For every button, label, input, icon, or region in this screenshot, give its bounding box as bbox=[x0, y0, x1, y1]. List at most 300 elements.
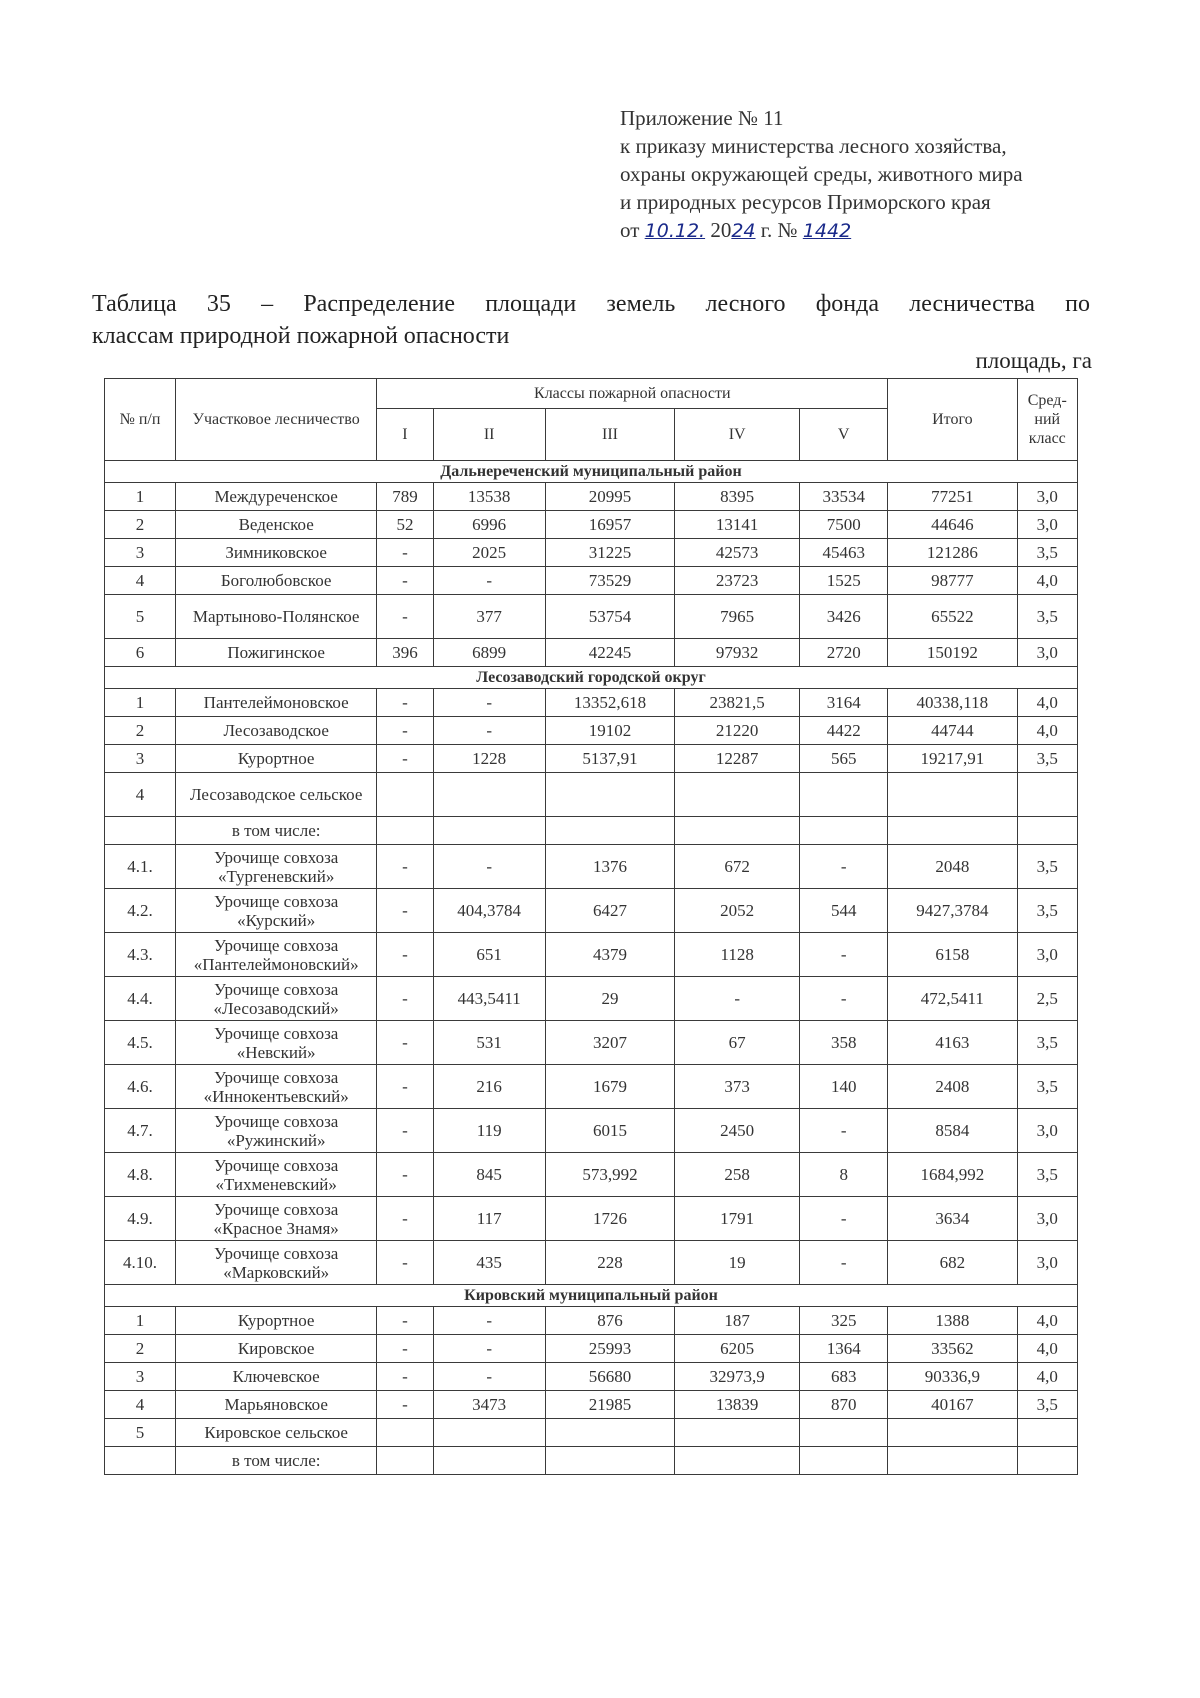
class-5-area: 45463 bbox=[800, 539, 888, 567]
average-class: 4,0 bbox=[1017, 717, 1077, 745]
forestry-name: Лесозаводское bbox=[176, 717, 377, 745]
class-4-area: - bbox=[675, 977, 800, 1021]
header-class-iii: III bbox=[545, 409, 674, 461]
average-class: 4,0 bbox=[1017, 1335, 1077, 1363]
class-2-area: 6996 bbox=[433, 511, 545, 539]
fire-hazard-table bbox=[104, 378, 1078, 1475]
class-2-area: - bbox=[433, 689, 545, 717]
total-area: 40338,118 bbox=[888, 689, 1017, 717]
forestry-name: в том числе: bbox=[176, 1447, 377, 1475]
class-3-area bbox=[545, 773, 674, 817]
class-5-area: - bbox=[800, 1109, 888, 1153]
total-area: 77251 bbox=[888, 483, 1017, 511]
total-area: 44744 bbox=[888, 717, 1017, 745]
total-area: 150192 bbox=[888, 639, 1017, 667]
total-area: 44646 bbox=[888, 511, 1017, 539]
row-number: 4.1. bbox=[105, 845, 176, 889]
class-2-area: - bbox=[433, 1335, 545, 1363]
forestry-name: Урочище совхоза «Курский» bbox=[176, 889, 377, 933]
class-2-area: 443,5411 bbox=[433, 977, 545, 1021]
class-4-area: 1791 bbox=[675, 1197, 800, 1241]
class-1-area: - bbox=[377, 1363, 433, 1391]
class-1-area: - bbox=[377, 1335, 433, 1363]
class-4-area: 97932 bbox=[675, 639, 800, 667]
row-number: 2 bbox=[105, 1335, 176, 1363]
row-number: 4.8. bbox=[105, 1153, 176, 1197]
class-4-area: 67 bbox=[675, 1021, 800, 1065]
table-row bbox=[105, 1241, 1078, 1285]
total-area: 4163 bbox=[888, 1021, 1017, 1065]
class-2-area: 6899 bbox=[433, 639, 545, 667]
class-3-area bbox=[545, 1447, 674, 1475]
forestry-name: Урочище совхоза «Ружинский» bbox=[176, 1109, 377, 1153]
class-3-area: 6427 bbox=[545, 889, 674, 933]
class-5-area: 7500 bbox=[800, 511, 888, 539]
class-4-area: 21220 bbox=[675, 717, 800, 745]
table-row bbox=[105, 539, 1078, 567]
class-4-area: 32973,9 bbox=[675, 1363, 800, 1391]
average-class: 3,5 bbox=[1017, 1391, 1077, 1419]
forestry-name: Ключевское bbox=[176, 1363, 377, 1391]
class-1-area: - bbox=[377, 567, 433, 595]
class-4-area: 1128 bbox=[675, 933, 800, 977]
forestry-name: Урочище совхоза «Красное Знамя» bbox=[176, 1197, 377, 1241]
forestry-name: Кировское bbox=[176, 1335, 377, 1363]
total-area bbox=[888, 1419, 1017, 1447]
class-5-area: 870 bbox=[800, 1391, 888, 1419]
class-2-area: 435 bbox=[433, 1241, 545, 1285]
average-class bbox=[1017, 773, 1077, 817]
average-class: 3,0 bbox=[1017, 1241, 1077, 1285]
table-row bbox=[105, 817, 1078, 845]
class-1-area bbox=[377, 773, 433, 817]
average-class: 4,0 bbox=[1017, 1363, 1077, 1391]
class-1-area: - bbox=[377, 595, 433, 639]
average-class bbox=[1017, 1419, 1077, 1447]
class-5-area: 544 bbox=[800, 889, 888, 933]
class-4-area: 19 bbox=[675, 1241, 800, 1285]
forestry-name: Лесозаводское сельское bbox=[176, 773, 377, 817]
row-number: 6 bbox=[105, 639, 176, 667]
forestry-name: Урочище совхоза «Невский» bbox=[176, 1021, 377, 1065]
handwritten-date: 10.12. bbox=[644, 220, 706, 242]
table-row bbox=[105, 1335, 1078, 1363]
section-title: Лесозаводский городской округ bbox=[105, 667, 1078, 689]
row-number: 4.6. bbox=[105, 1065, 176, 1109]
class-5-area: 358 bbox=[800, 1021, 888, 1065]
total-area: 90336,9 bbox=[888, 1363, 1017, 1391]
class-4-area: 2450 bbox=[675, 1109, 800, 1153]
total-area: 2408 bbox=[888, 1065, 1017, 1109]
row-number: 4.2. bbox=[105, 889, 176, 933]
forestry-name: Боголюбовское bbox=[176, 567, 377, 595]
table-row bbox=[105, 1109, 1078, 1153]
class-3-area: 25993 bbox=[545, 1335, 674, 1363]
average-class: 3,5 bbox=[1017, 539, 1077, 567]
appendix-block bbox=[620, 104, 1023, 245]
row-number: 1 bbox=[105, 1307, 176, 1335]
class-3-area bbox=[545, 817, 674, 845]
header-num: № п/п bbox=[105, 379, 176, 461]
header-class-v: V bbox=[800, 409, 888, 461]
total-area bbox=[888, 773, 1017, 817]
class-1-area: - bbox=[377, 977, 433, 1021]
class-3-area: 73529 bbox=[545, 567, 674, 595]
table-row bbox=[105, 977, 1078, 1021]
row-number: 2 bbox=[105, 511, 176, 539]
total-area: 6158 bbox=[888, 933, 1017, 977]
average-class: 3,5 bbox=[1017, 1065, 1077, 1109]
total-area: 1388 bbox=[888, 1307, 1017, 1335]
class-3-area: 228 bbox=[545, 1241, 674, 1285]
header-forestry: Участковое лесничество bbox=[176, 379, 377, 461]
class-4-area bbox=[675, 1419, 800, 1447]
handwritten-year: 24 bbox=[731, 220, 756, 242]
class-3-area: 42245 bbox=[545, 639, 674, 667]
class-5-area: - bbox=[800, 845, 888, 889]
row-number: 1 bbox=[105, 483, 176, 511]
average-class: 4,0 bbox=[1017, 1307, 1077, 1335]
class-4-area: 6205 bbox=[675, 1335, 800, 1363]
class-5-area bbox=[800, 817, 888, 845]
row-number: 4 bbox=[105, 1391, 176, 1419]
table-row bbox=[105, 511, 1078, 539]
year-prefix: 20 bbox=[710, 218, 732, 242]
forestry-name: Марьяновское bbox=[176, 1391, 377, 1419]
class-3-area: 1376 bbox=[545, 845, 674, 889]
caption-line-1: Таблица 35 – Распределение площади земель лесного фонда лесничества по bbox=[92, 291, 1090, 317]
table-row bbox=[105, 1021, 1078, 1065]
class-5-area bbox=[800, 1447, 888, 1475]
row-number: 4.9. bbox=[105, 1197, 176, 1241]
table-row bbox=[105, 1391, 1078, 1419]
class-3-area: 19102 bbox=[545, 717, 674, 745]
class-1-area: - bbox=[377, 539, 433, 567]
class-1-area: - bbox=[377, 845, 433, 889]
table-caption bbox=[92, 288, 1090, 352]
handwritten-number: 1442 bbox=[802, 220, 852, 242]
class-2-area: 3473 bbox=[433, 1391, 545, 1419]
class-2-area: 119 bbox=[433, 1109, 545, 1153]
table-row bbox=[105, 595, 1078, 639]
forestry-name: Урочище совхоза «Тургеневский» bbox=[176, 845, 377, 889]
class-1-area: - bbox=[377, 689, 433, 717]
average-class: 3,0 bbox=[1017, 1197, 1077, 1241]
class-3-area: 56680 bbox=[545, 1363, 674, 1391]
class-1-area: - bbox=[377, 933, 433, 977]
class-2-area: 404,3784 bbox=[433, 889, 545, 933]
row-number bbox=[105, 817, 176, 845]
class-4-area: 13839 bbox=[675, 1391, 800, 1419]
class-2-area: - bbox=[433, 1307, 545, 1335]
class-1-area bbox=[377, 1419, 433, 1447]
table-row bbox=[105, 1363, 1078, 1391]
class-2-area: - bbox=[433, 845, 545, 889]
class-4-area: 12287 bbox=[675, 745, 800, 773]
class-1-area: - bbox=[377, 1065, 433, 1109]
class-2-area: 13538 bbox=[433, 483, 545, 511]
unit-label: площадь, га bbox=[975, 348, 1092, 373]
class-4-area: 7965 bbox=[675, 595, 800, 639]
class-4-area: 672 bbox=[675, 845, 800, 889]
class-3-area: 5137,91 bbox=[545, 745, 674, 773]
class-5-area: 33534 bbox=[800, 483, 888, 511]
class-2-area bbox=[433, 817, 545, 845]
average-class: 3,5 bbox=[1017, 1021, 1077, 1065]
forestry-name: Мартыново-Полянское bbox=[176, 595, 377, 639]
table-row bbox=[105, 1447, 1078, 1475]
class-5-area: 565 bbox=[800, 745, 888, 773]
appendix-line: охраны окружающей среды, животного мира bbox=[620, 162, 1023, 186]
class-5-area: 683 bbox=[800, 1363, 888, 1391]
header-avg: Сред-ний класс bbox=[1017, 379, 1077, 461]
class-3-area: 876 bbox=[545, 1307, 674, 1335]
header-class-iv: IV bbox=[675, 409, 800, 461]
average-class: 3,0 bbox=[1017, 639, 1077, 667]
total-area: 40167 bbox=[888, 1391, 1017, 1419]
forestry-name: Урочище совхоза «Тихменевский» bbox=[176, 1153, 377, 1197]
class-3-area: 1726 bbox=[545, 1197, 674, 1241]
class-4-area bbox=[675, 1447, 800, 1475]
class-4-area: 258 bbox=[675, 1153, 800, 1197]
row-number: 5 bbox=[105, 1419, 176, 1447]
total-area bbox=[888, 1447, 1017, 1475]
class-4-area: 2052 bbox=[675, 889, 800, 933]
class-1-area: - bbox=[377, 1307, 433, 1335]
table-row bbox=[105, 1197, 1078, 1241]
forestry-name: Веденское bbox=[176, 511, 377, 539]
total-area bbox=[888, 817, 1017, 845]
average-class: 3,5 bbox=[1017, 595, 1077, 639]
date-prefix: от bbox=[620, 218, 640, 242]
class-3-area: 3207 bbox=[545, 1021, 674, 1065]
row-number: 4 bbox=[105, 567, 176, 595]
average-class bbox=[1017, 817, 1077, 845]
class-3-area: 13352,618 bbox=[545, 689, 674, 717]
class-5-area: 1525 bbox=[800, 567, 888, 595]
class-5-area: 2720 bbox=[800, 639, 888, 667]
table-row bbox=[105, 1065, 1078, 1109]
class-3-area bbox=[545, 1419, 674, 1447]
table-row bbox=[105, 689, 1078, 717]
class-2-area: 651 bbox=[433, 933, 545, 977]
class-4-area bbox=[675, 817, 800, 845]
class-1-area: 52 bbox=[377, 511, 433, 539]
class-2-area: 845 bbox=[433, 1153, 545, 1197]
table-row bbox=[105, 567, 1078, 595]
average-class: 2,5 bbox=[1017, 977, 1077, 1021]
class-2-area: - bbox=[433, 717, 545, 745]
row-number: 4 bbox=[105, 773, 176, 817]
class-2-area: 117 bbox=[433, 1197, 545, 1241]
class-5-area: 8 bbox=[800, 1153, 888, 1197]
total-area: 2048 bbox=[888, 845, 1017, 889]
forestry-name: Урочище совхоза «Марковский» bbox=[176, 1241, 377, 1285]
forestry-name: Курортное bbox=[176, 745, 377, 773]
forestry-name: Пожигинское bbox=[176, 639, 377, 667]
class-2-area: - bbox=[433, 567, 545, 595]
average-class: 3,0 bbox=[1017, 933, 1077, 977]
forestry-name: Урочище совхоза «Лесозаводский» bbox=[176, 977, 377, 1021]
class-1-area: 789 bbox=[377, 483, 433, 511]
class-2-area: - bbox=[433, 1363, 545, 1391]
row-number: 4.5. bbox=[105, 1021, 176, 1065]
class-3-area: 16957 bbox=[545, 511, 674, 539]
class-1-area: - bbox=[377, 1109, 433, 1153]
total-area: 19217,91 bbox=[888, 745, 1017, 773]
table-row bbox=[105, 1419, 1078, 1447]
total-area: 65522 bbox=[888, 595, 1017, 639]
table-row bbox=[105, 889, 1078, 933]
average-class: 3,5 bbox=[1017, 845, 1077, 889]
class-4-area: 42573 bbox=[675, 539, 800, 567]
row-number: 3 bbox=[105, 745, 176, 773]
average-class bbox=[1017, 1447, 1077, 1475]
section-title: Кировский муниципальный район bbox=[105, 1285, 1078, 1307]
forestry-name: Урочище совхоза «Пантелеймоновский» bbox=[176, 933, 377, 977]
average-class: 4,0 bbox=[1017, 567, 1077, 595]
forestry-name: в том числе: bbox=[176, 817, 377, 845]
class-3-area: 21985 bbox=[545, 1391, 674, 1419]
class-5-area: 3164 bbox=[800, 689, 888, 717]
average-class: 3,0 bbox=[1017, 1109, 1077, 1153]
class-4-area bbox=[675, 773, 800, 817]
table-row bbox=[105, 483, 1078, 511]
class-1-area bbox=[377, 817, 433, 845]
class-3-area: 53754 bbox=[545, 595, 674, 639]
section-row bbox=[105, 667, 1078, 689]
total-area: 98777 bbox=[888, 567, 1017, 595]
class-1-area: - bbox=[377, 889, 433, 933]
class-1-area: - bbox=[377, 1391, 433, 1419]
number-label: г. № bbox=[760, 218, 798, 242]
table-row bbox=[105, 1307, 1078, 1335]
table-row bbox=[105, 745, 1078, 773]
class-5-area: - bbox=[800, 977, 888, 1021]
class-5-area: - bbox=[800, 1241, 888, 1285]
total-area: 472,5411 bbox=[888, 977, 1017, 1021]
class-5-area: 140 bbox=[800, 1065, 888, 1109]
row-number: 4.3. bbox=[105, 933, 176, 977]
row-number: 5 bbox=[105, 595, 176, 639]
class-5-area: - bbox=[800, 933, 888, 977]
class-1-area: - bbox=[377, 1197, 433, 1241]
class-4-area: 23821,5 bbox=[675, 689, 800, 717]
class-3-area: 20995 bbox=[545, 483, 674, 511]
row-number: 2 bbox=[105, 717, 176, 745]
class-1-area bbox=[377, 1447, 433, 1475]
row-number: 4.4. bbox=[105, 977, 176, 1021]
row-number bbox=[105, 1447, 176, 1475]
class-2-area: 377 bbox=[433, 595, 545, 639]
appendix-line: и природных ресурсов Приморского края bbox=[620, 190, 991, 214]
average-class: 3,0 bbox=[1017, 483, 1077, 511]
class-1-area: - bbox=[377, 717, 433, 745]
total-area: 9427,3784 bbox=[888, 889, 1017, 933]
class-4-area: 23723 bbox=[675, 567, 800, 595]
class-4-area: 373 bbox=[675, 1065, 800, 1109]
total-area: 3634 bbox=[888, 1197, 1017, 1241]
forestry-name: Кировское сельское bbox=[176, 1419, 377, 1447]
class-1-area: 396 bbox=[377, 639, 433, 667]
class-5-area: 3426 bbox=[800, 595, 888, 639]
class-2-area: 216 bbox=[433, 1065, 545, 1109]
total-area: 121286 bbox=[888, 539, 1017, 567]
header-class-i: I bbox=[377, 409, 433, 461]
appendix-title: Приложение № 11 bbox=[620, 106, 784, 130]
class-3-area: 6015 bbox=[545, 1109, 674, 1153]
total-area: 1684,992 bbox=[888, 1153, 1017, 1197]
class-1-area: - bbox=[377, 1021, 433, 1065]
class-3-area: 31225 bbox=[545, 539, 674, 567]
class-1-area: - bbox=[377, 1241, 433, 1285]
class-5-area: 4422 bbox=[800, 717, 888, 745]
row-number: 3 bbox=[105, 1363, 176, 1391]
class-5-area: 1364 bbox=[800, 1335, 888, 1363]
class-2-area bbox=[433, 1419, 545, 1447]
class-5-area bbox=[800, 773, 888, 817]
row-number: 1 bbox=[105, 689, 176, 717]
average-class: 3,5 bbox=[1017, 745, 1077, 773]
caption-line-2: классам природной пожарной опасности bbox=[92, 323, 510, 349]
table-row bbox=[105, 717, 1078, 745]
class-4-area: 13141 bbox=[675, 511, 800, 539]
header-total: Итого bbox=[888, 379, 1017, 461]
class-2-area: 1228 bbox=[433, 745, 545, 773]
class-2-area: 531 bbox=[433, 1021, 545, 1065]
table-body bbox=[105, 461, 1078, 1475]
section-row bbox=[105, 1285, 1078, 1307]
class-5-area: 325 bbox=[800, 1307, 888, 1335]
class-5-area bbox=[800, 1419, 888, 1447]
total-area: 33562 bbox=[888, 1335, 1017, 1363]
appendix-date-line bbox=[620, 216, 1023, 245]
class-3-area: 573,992 bbox=[545, 1153, 674, 1197]
average-class: 3,5 bbox=[1017, 1153, 1077, 1197]
average-class: 4,0 bbox=[1017, 689, 1077, 717]
row-number: 4.10. bbox=[105, 1241, 176, 1285]
class-3-area: 4379 bbox=[545, 933, 674, 977]
class-5-area: - bbox=[800, 1197, 888, 1241]
forestry-name: Курортное bbox=[176, 1307, 377, 1335]
forestry-name: Пантелеймоновское bbox=[176, 689, 377, 717]
table-row bbox=[105, 845, 1078, 889]
class-1-area: - bbox=[377, 745, 433, 773]
class-1-area: - bbox=[377, 1153, 433, 1197]
header-classes: Классы пожарной опасности bbox=[377, 379, 888, 409]
average-class: 3,5 bbox=[1017, 889, 1077, 933]
table-row bbox=[105, 639, 1078, 667]
appendix-line: к приказу министерства лесного хозяйства, bbox=[620, 134, 1007, 158]
section-row bbox=[105, 461, 1078, 483]
table-row bbox=[105, 773, 1078, 817]
class-2-area: 2025 bbox=[433, 539, 545, 567]
forestry-name: Зимниковское bbox=[176, 539, 377, 567]
class-3-area: 29 bbox=[545, 977, 674, 1021]
class-2-area bbox=[433, 773, 545, 817]
total-area: 8584 bbox=[888, 1109, 1017, 1153]
forestry-name: Междуреченское bbox=[176, 483, 377, 511]
total-area: 682 bbox=[888, 1241, 1017, 1285]
class-4-area: 8395 bbox=[675, 483, 800, 511]
row-number: 3 bbox=[105, 539, 176, 567]
average-class: 3,0 bbox=[1017, 511, 1077, 539]
class-2-area bbox=[433, 1447, 545, 1475]
class-3-area: 1679 bbox=[545, 1065, 674, 1109]
class-4-area: 187 bbox=[675, 1307, 800, 1335]
forestry-name: Урочище совхоза «Иннокентьевский» bbox=[176, 1065, 377, 1109]
header-class-ii: II bbox=[433, 409, 545, 461]
